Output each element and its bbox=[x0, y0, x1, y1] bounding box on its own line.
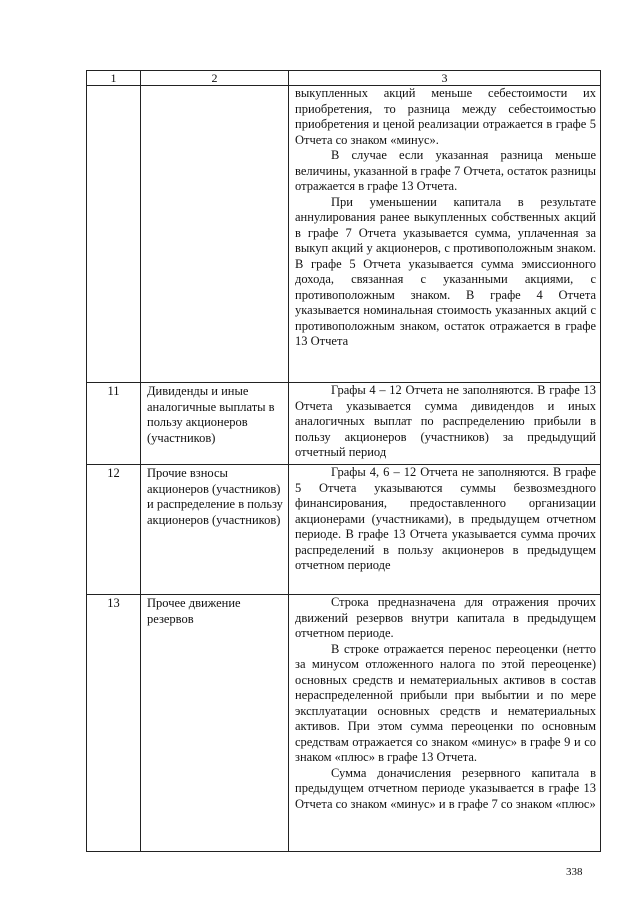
table-row bbox=[87, 465, 601, 595]
row-name: Дивиденды и иные аналогичные выплаты в пользу акционеров (участников) bbox=[141, 383, 289, 465]
row-description bbox=[289, 86, 601, 383]
header-cell: 1 bbox=[87, 71, 141, 86]
paragraph: Графы 4 – 12 Отчета не заполняются. В графе 13 Отчета указывается сумма дивидендов и иных аналогичных выплат по распределению прибыли в пользу акционеров (участников) за предыдущий отчетный период bbox=[295, 383, 596, 459]
paragraph: Строка предназначена для отражения прочих движений резервов внутри капитала в предыдущем отчетном периоде. bbox=[295, 595, 596, 640]
row-name: Прочие взносы акционеров (участников) и распределение в пользу акционеров (участников) bbox=[141, 465, 289, 595]
table-row bbox=[87, 383, 601, 465]
paragraph: Графы 4, 6 – 12 Отчета не заполняются. В графе 5 Отчета указываются суммы безвозмездного финансирования, предоставленного организации акционерами (участниками), в предыдущем отчетном периоде. В графе 13 Отчета указывается сумма прочих распределений в пользу акционеров в предыдущем отчетном периоде bbox=[295, 465, 596, 572]
paragraph: выкупленных акций меньше себестоимости их приобретения, то разница между себестоимостью приобретения и ценой реализации отражается в графе 5 Отчета со знаком «минус». bbox=[295, 86, 596, 147]
row-number: 13 bbox=[87, 595, 141, 852]
row-description bbox=[289, 383, 601, 465]
document-table bbox=[86, 70, 601, 852]
row-name bbox=[141, 86, 289, 383]
header-cell: 2 bbox=[141, 71, 289, 86]
row-number: 12 bbox=[87, 465, 141, 595]
table-row bbox=[87, 595, 601, 852]
table-row bbox=[87, 86, 601, 383]
row-name: Прочее движение резервов bbox=[141, 595, 289, 852]
table-header-row bbox=[87, 71, 601, 86]
paragraph: В строке отражается перенос переоценки (нетто за минусом отложенного налога по этой переоценке) основных средств и нематериальных активов в состав нераспределенной прибыли при выбытии и по мере эксплуатации основных средств и нематериальных активов. При этом сумма переоценки по основным средствам отражается со знаком «минус» в графе 9 и со знаком «плюс» в графе 13 Отчета. bbox=[295, 641, 596, 764]
row-number: 11 bbox=[87, 383, 141, 465]
header-cell: 3 bbox=[289, 71, 601, 86]
paragraph: В случае если указанная разница меньше величины, указанной в графе 7 Отчета, остаток разницы отражается в графе 13 Отчета. bbox=[295, 148, 596, 193]
row-number bbox=[87, 86, 141, 383]
paragraph: Сумма доначисления резервного капитала в предыдущем отчетном периоде указывается в графе 13 Отчета со знаком «минус» и в графе 7 со знаком «плюс» bbox=[295, 765, 596, 811]
page-number: 338 bbox=[566, 866, 583, 878]
row-description bbox=[289, 595, 601, 852]
row-description bbox=[289, 465, 601, 595]
paragraph: При уменьшении капитала в результате аннулирования ранее выкупленных собственных акций в графе 7 Отчета указывается сумма, уплаченная за выкуп акций у акционеров, с противоположным знаком. В графе 5 Отчета указывается сумма эмиссионного дохода, связанная с указанными акциями, с противоположным знаком. В графе 4 Отчета указывается номинальная стоимость указанных акций с противоположным знаком, остаток отражается в графе 13 Отчета bbox=[295, 194, 596, 348]
